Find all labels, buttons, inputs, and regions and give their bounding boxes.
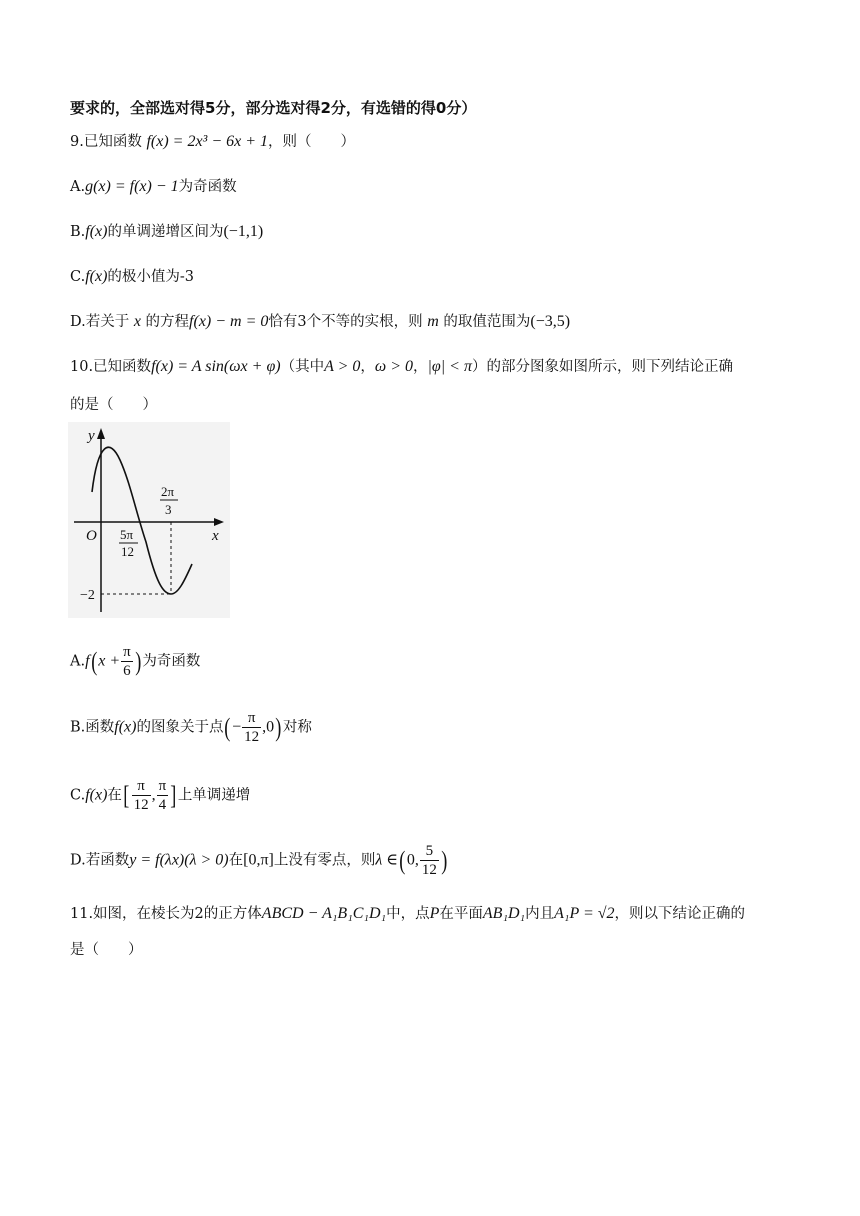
question-10-option-d: D.若函数y = f(λx)(λ > 0)在[0,π]上没有零点，则λ ∈(0, $\frac{5}{12}$ ) (70, 843, 448, 878)
y-axis-label: y (88, 428, 95, 444)
tick-2pi-3-num: 2π (161, 484, 175, 499)
tick-5pi-12-num: 5π (120, 527, 134, 542)
x-axis-arrow (214, 518, 224, 526)
question-10-option-a: A.f(x + $\frac{\pi}{6}$ )为奇函数 (70, 644, 201, 679)
section-instruction: 要求的，全部选对得5分，部分选对得2分，有选错的得0分） (70, 99, 477, 117)
question-9-stem: 9.已知函数 f(x) = 2x³ − 6x + 1，则（ ） (70, 133, 356, 150)
question-9-option-d: D.若关于 x 的方程f(x) − m = 0恰有3个不等的实根，则 m 的取值范围为(−3,5) (70, 313, 571, 330)
origin-label: O (86, 528, 97, 544)
tick-5pi-12-den: 12 (121, 544, 134, 559)
question-11-stem-line2: 是（ ） (70, 942, 143, 958)
x-axis-label: x (212, 528, 219, 544)
question-9-option-a: A.g(x) = f(x) − 1为奇函数 (70, 178, 237, 195)
sine-graph-figure (68, 422, 230, 618)
question-10-stem-line2: 的是（ ） (70, 397, 157, 413)
question-10-stem: 10.已知函数f(x) = A sin(ωx + φ)（其中A > 0，ω > 0，|φ| < π）的部分图象如图所示，则下列结论正确 (70, 358, 733, 375)
question-9-option-c: C.f(x)的极小值为-3 (70, 268, 195, 285)
question-11-stem: 11.如图，在棱长为2的正方体ABCD − A₁B₁C₁D₁中，点P在平面AB₁D₁内且A₁P = √2，则以下结论正确的 (70, 905, 746, 922)
tick-2pi-3-den: 3 (165, 502, 172, 517)
question-10-option-c: C.f(x)在[ $\frac{\pi}{12}$ , $\frac{\pi}{4}$ ]上单调递增 (70, 778, 251, 813)
question-9-option-b: B.f(x)的单调递增区间为(−1,1) (70, 223, 264, 240)
question-10-option-b: B.函数f(x)的图象关于点(− $\frac{\pi}{12}$ ,0)对称 (70, 710, 312, 745)
sine-curve (92, 447, 192, 594)
y-axis-arrow (97, 428, 105, 439)
min-value-label: −2 (80, 588, 95, 603)
